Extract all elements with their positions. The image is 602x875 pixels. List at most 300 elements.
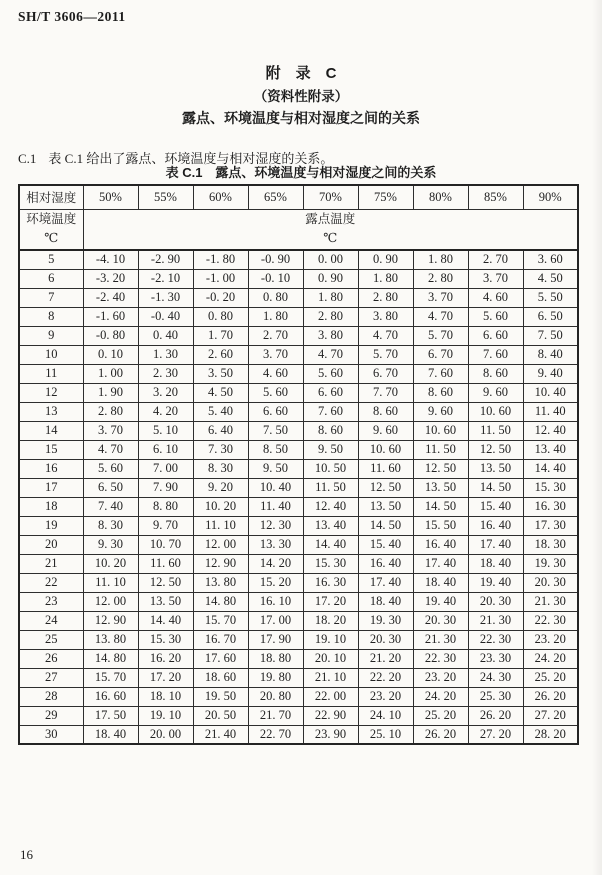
dew-point-cell: 12. 50 (468, 440, 523, 459)
dew-point-cell: 15. 70 (193, 611, 248, 630)
ambient-temperature-axis-label: 环境温度 ℃ (19, 209, 83, 250)
ambient-temp-cell: 16 (19, 459, 83, 478)
dew-point-cell: 21. 40 (193, 725, 248, 744)
dew-point-cell: 3. 70 (468, 269, 523, 288)
dew-point-cell: 16. 70 (193, 630, 248, 649)
dew-point-cell: 9. 30 (83, 535, 138, 554)
ambient-temp-cell: 19 (19, 516, 83, 535)
dew-point-cell: -4. 10 (83, 250, 138, 269)
dew-point-cell: 20. 30 (523, 573, 578, 592)
dew-point-cell: 9. 60 (468, 383, 523, 402)
dew-point-cell: 10. 60 (358, 440, 413, 459)
ambient-temp-cell: 10 (19, 345, 83, 364)
ambient-temp-cell: 28 (19, 687, 83, 706)
dew-point-cell: 13. 50 (413, 478, 468, 497)
table-caption: 表 C.1 露点、环境温度与相对湿度之间的关系 (165, 165, 437, 180)
ambient-temp-cell: 12 (19, 383, 83, 402)
dew-point-cell: 24. 20 (523, 649, 578, 668)
dew-point-cell: 9. 40 (523, 364, 578, 383)
dew-point-cell: 4. 70 (303, 345, 358, 364)
dew-point-cell: 16. 20 (138, 649, 193, 668)
dew-point-cell: 5. 10 (138, 421, 193, 440)
dew-point-cell: 0. 00 (303, 250, 358, 269)
dew-point-cell: 7. 60 (468, 345, 523, 364)
ambient-temp-cell: 15 (19, 440, 83, 459)
dew-point-cell: 18. 10 (138, 687, 193, 706)
table-row (19, 497, 578, 516)
table-row (19, 364, 578, 383)
ambient-temp-cell: 23 (19, 592, 83, 611)
table-row (19, 706, 578, 725)
dew-point-cell: 25. 20 (523, 668, 578, 687)
dew-point-cell: -2. 90 (138, 250, 193, 269)
dew-point-cell: 2. 70 (248, 326, 303, 345)
dew-point-cell: 11. 60 (138, 554, 193, 573)
dew-point-cell: 19. 40 (468, 573, 523, 592)
dew-point-cell: 18. 40 (413, 573, 468, 592)
ambient-temp-cell: 22 (19, 573, 83, 592)
ambient-temp-cell: 9 (19, 326, 83, 345)
dew-point-cell: 15. 30 (523, 478, 578, 497)
dew-point-cell: 5. 60 (248, 383, 303, 402)
dew-point-cell: 9. 60 (358, 421, 413, 440)
dew-point-cell: 18. 60 (193, 668, 248, 687)
dew-point-cell: 6. 70 (413, 345, 468, 364)
table-row (19, 459, 578, 478)
dew-point-cell: 0. 80 (193, 307, 248, 326)
dew-point-cell: 5. 50 (523, 288, 578, 307)
dew-point-cell: 6. 10 (138, 440, 193, 459)
dew-point-cell: 6. 60 (303, 383, 358, 402)
dew-point-cell: -0. 10 (248, 269, 303, 288)
dew-point-cell: 17. 40 (468, 535, 523, 554)
dew-point-cell: 17. 60 (193, 649, 248, 668)
humidity-header-cell: 50% (83, 185, 138, 209)
dew-point-cell: 27. 20 (523, 706, 578, 725)
dew-point-cell: 12. 40 (303, 497, 358, 516)
dew-point-cell: 2. 70 (468, 250, 523, 269)
dew-point-cell: 22. 00 (303, 687, 358, 706)
dew-point-cell: 0. 10 (83, 345, 138, 364)
dew-point-cell: 15. 40 (358, 535, 413, 554)
dew-point-cell: 7. 40 (83, 497, 138, 516)
dew-point-cell: 8. 60 (413, 383, 468, 402)
dew-point-cell: 18. 40 (468, 554, 523, 573)
dew-point-cell: 18. 80 (248, 649, 303, 668)
dew-point-cell: 14. 50 (358, 516, 413, 535)
dew-point-cell: 12. 30 (248, 516, 303, 535)
dew-point-cell: 13. 30 (248, 535, 303, 554)
dew-point-cell: 11. 50 (303, 478, 358, 497)
dew-point-cell: 22. 30 (523, 611, 578, 630)
dew-point-cell: 6. 50 (523, 307, 578, 326)
ambient-temp-cell: 13 (19, 402, 83, 421)
dew-point-cell: 22. 20 (358, 668, 413, 687)
table-row (19, 421, 578, 440)
ambient-temp-cell: 27 (19, 668, 83, 687)
dew-point-cell: 23. 30 (468, 649, 523, 668)
dew-point-cell: 8. 80 (138, 497, 193, 516)
dew-point-cell: 0. 90 (303, 269, 358, 288)
dew-point-cell: 3. 20 (138, 383, 193, 402)
appendix-header (0, 64, 602, 128)
ambient-temp-cell: 18 (19, 497, 83, 516)
dew-point-cell: 10. 60 (468, 402, 523, 421)
dew-point-cell: 19. 50 (193, 687, 248, 706)
dew-point-cell: 26. 20 (523, 687, 578, 706)
dew-point-cell: 10. 40 (523, 383, 578, 402)
dew-point-cell: 4. 60 (248, 364, 303, 383)
dew-point-cell: 19. 30 (358, 611, 413, 630)
dew-point-cell: 26. 20 (468, 706, 523, 725)
dew-point-cell: 16. 30 (523, 497, 578, 516)
dew-point-cell: 2. 80 (303, 307, 358, 326)
table-container (18, 184, 579, 745)
dew-point-cell: 18. 40 (83, 725, 138, 744)
dew-point-cell: 14. 80 (193, 592, 248, 611)
ambient-temp-cell: 5 (19, 250, 83, 269)
dew-point-cell: 16. 40 (358, 554, 413, 573)
dew-point-cell: 5. 60 (83, 459, 138, 478)
dew-point-cell: 10. 40 (248, 478, 303, 497)
dew-point-cell: 15. 30 (303, 554, 358, 573)
dew-point-cell: 5. 40 (193, 402, 248, 421)
dew-point-cell: 21. 70 (248, 706, 303, 725)
dew-point-cell: 11. 50 (413, 440, 468, 459)
dew-point-cell: -0. 80 (83, 326, 138, 345)
dew-point-cell: 20. 30 (413, 611, 468, 630)
humidity-header-cell: 85% (468, 185, 523, 209)
clause-text: 表 C.1 给出了露点、环境温度与相对湿度的关系。 (48, 151, 334, 166)
ambient-temp-cell: 14 (19, 421, 83, 440)
dew-point-cell: 8. 50 (248, 440, 303, 459)
dew-point-cell: 4. 50 (523, 269, 578, 288)
dew-point-cell: 13. 80 (193, 573, 248, 592)
dew-point-cell: 3. 80 (303, 326, 358, 345)
table-row (19, 288, 578, 307)
dew-point-cell: 1. 80 (248, 307, 303, 326)
humidity-header-cell: 60% (193, 185, 248, 209)
dew-point-cell: -2. 10 (138, 269, 193, 288)
dew-point-cell: 11. 40 (248, 497, 303, 516)
dew-point-cell: 1. 80 (303, 288, 358, 307)
dew-point-cell: 0. 40 (138, 326, 193, 345)
dew-point-cell: 7. 50 (523, 326, 578, 345)
dew-point-cell: 8. 30 (83, 516, 138, 535)
appendix-title: 附 录 C (265, 65, 337, 82)
dew-point-cell: 23. 90 (303, 725, 358, 744)
dew-point-cell: 18. 40 (358, 592, 413, 611)
dew-point-cell: 17. 90 (248, 630, 303, 649)
humidity-header-row (19, 185, 578, 209)
dew-point-cell: 12. 90 (193, 554, 248, 573)
dew-point-cell: 6. 60 (248, 402, 303, 421)
dew-point-cell: 21. 10 (303, 668, 358, 687)
clause-number: C.1 (18, 151, 37, 166)
dew-point-cell: 22. 70 (248, 725, 303, 744)
dew-point-cell: -0. 40 (138, 307, 193, 326)
dew-point-cell: 6. 40 (193, 421, 248, 440)
dew-point-cell: 11. 60 (358, 459, 413, 478)
ambient-temp-cell: 17 (19, 478, 83, 497)
table-row (19, 535, 578, 554)
table-row (19, 440, 578, 459)
dew-point-cell: 10. 70 (138, 535, 193, 554)
dew-point-cell: 22. 30 (468, 630, 523, 649)
dew-point-cell: 1. 80 (358, 269, 413, 288)
dew-point-cell: 13. 50 (138, 592, 193, 611)
table-row (19, 478, 578, 497)
dew-point-cell: 15. 30 (138, 630, 193, 649)
dew-point-cell: 20. 10 (303, 649, 358, 668)
dew-point-cell: 18. 20 (303, 611, 358, 630)
dew-point-cell: 16. 30 (303, 573, 358, 592)
table-row (19, 402, 578, 421)
dew-point-cell: 8. 60 (468, 364, 523, 383)
dew-point-cell: 25. 10 (358, 725, 413, 744)
dew-point-cell: 7. 70 (358, 383, 413, 402)
dew-point-cell: 14. 50 (413, 497, 468, 516)
dew-point-cell: 14. 40 (138, 611, 193, 630)
dew-point-cell: -3. 20 (83, 269, 138, 288)
standard-number: SH/T 3606—2011 (18, 9, 126, 24)
dew-point-cell: 14. 20 (248, 554, 303, 573)
dew-point-cell: -1. 00 (193, 269, 248, 288)
humidity-header-cell: 75% (358, 185, 413, 209)
dew-point-cell: 16. 60 (83, 687, 138, 706)
dew-point-cell: 21. 30 (523, 592, 578, 611)
dew-point-cell: 9. 60 (413, 402, 468, 421)
table-row (19, 725, 578, 744)
dew-point-cell: 16. 10 (248, 592, 303, 611)
dew-point-cell: 1. 00 (83, 364, 138, 383)
dew-point-cell: 15. 70 (83, 668, 138, 687)
dew-point-cell: 8. 40 (523, 345, 578, 364)
dew-point-cell: 19. 80 (248, 668, 303, 687)
dew-point-cell: 12. 00 (83, 592, 138, 611)
dew-point-cell: 13. 80 (83, 630, 138, 649)
dew-point-cell: 10. 60 (413, 421, 468, 440)
dew-point-cell: 2. 30 (138, 364, 193, 383)
dew-point-cell: 17. 40 (358, 573, 413, 592)
dew-point-cell: 6. 60 (468, 326, 523, 345)
dew-point-cell: 19. 40 (413, 592, 468, 611)
dew-point-cell: 25. 20 (413, 706, 468, 725)
dew-point-cell: 17. 50 (83, 706, 138, 725)
dew-point-cell: 2. 80 (83, 402, 138, 421)
dew-point-cell: 5. 70 (413, 326, 468, 345)
dew-point-table (18, 184, 579, 745)
dew-point-cell: 3. 80 (358, 307, 413, 326)
dew-point-cell: 22. 90 (303, 706, 358, 725)
table-row (19, 516, 578, 535)
table-row (19, 345, 578, 364)
table-row (19, 326, 578, 345)
dew-point-cell: 8. 60 (358, 402, 413, 421)
dew-point-cell: 23. 20 (523, 630, 578, 649)
dew-point-cell: 26. 20 (413, 725, 468, 744)
dew-point-cell: 4. 50 (193, 383, 248, 402)
table-row (19, 630, 578, 649)
ambient-temp-cell: 30 (19, 725, 83, 744)
dew-point-cell: 25. 30 (468, 687, 523, 706)
dew-point-cell: 17. 30 (523, 516, 578, 535)
dew-point-cell: 14. 50 (468, 478, 523, 497)
dew-point-cell: 7. 60 (413, 364, 468, 383)
dew-point-cell: 0. 80 (248, 288, 303, 307)
dew-point-cell: 8. 60 (303, 421, 358, 440)
dew-point-temperature-label: 露点温度 ℃ (83, 209, 578, 250)
dew-point-cell: 3. 60 (523, 250, 578, 269)
dew-point-cell: 4. 70 (358, 326, 413, 345)
dew-point-cell: 22. 30 (413, 649, 468, 668)
dew-point-cell: 0. 90 (358, 250, 413, 269)
dew-point-cell: 8. 30 (193, 459, 248, 478)
dew-point-cell: 2. 80 (358, 288, 413, 307)
dew-point-cell: 12. 50 (413, 459, 468, 478)
table-row (19, 307, 578, 326)
dew-point-cell: 4. 70 (413, 307, 468, 326)
dew-point-cell: 23. 20 (413, 668, 468, 687)
dew-point-cell: 15. 50 (413, 516, 468, 535)
dew-point-cell: 27. 20 (468, 725, 523, 744)
dew-point-cell: 12. 00 (193, 535, 248, 554)
dew-point-cell: 1. 70 (193, 326, 248, 345)
table-row (19, 269, 578, 288)
table-row (19, 573, 578, 592)
corner-header-relative-humidity: 相对湿度 (19, 185, 83, 209)
dew-point-cell: 9. 50 (248, 459, 303, 478)
humidity-header-cell: 65% (248, 185, 303, 209)
humidity-header-cell: 70% (303, 185, 358, 209)
dew-point-cell: 14. 80 (83, 649, 138, 668)
dew-point-cell: 24. 20 (413, 687, 468, 706)
dew-point-cell: 1. 30 (138, 345, 193, 364)
ambient-temp-cell: 8 (19, 307, 83, 326)
dew-point-header-row (19, 209, 578, 250)
dew-point-cell: 20. 30 (358, 630, 413, 649)
dew-point-cell: 18. 30 (523, 535, 578, 554)
dew-point-cell: -0. 20 (193, 288, 248, 307)
dew-point-cell: 6. 50 (83, 478, 138, 497)
dew-point-cell: 20. 50 (193, 706, 248, 725)
dew-point-cell: 12. 50 (138, 573, 193, 592)
ambient-temp-cell: 21 (19, 554, 83, 573)
dew-point-cell: 13. 50 (468, 459, 523, 478)
dew-point-cell: 2. 60 (193, 345, 248, 364)
dew-point-cell: 12. 40 (523, 421, 578, 440)
dew-point-cell: 20. 00 (138, 725, 193, 744)
humidity-header-cell: 80% (413, 185, 468, 209)
table-row (19, 611, 578, 630)
ambient-temp-cell: 7 (19, 288, 83, 307)
dew-point-cell: 7. 50 (248, 421, 303, 440)
dew-point-cell: 14. 40 (523, 459, 578, 478)
dew-point-cell: 20. 30 (468, 592, 523, 611)
dew-point-cell: 1. 80 (413, 250, 468, 269)
table-row (19, 554, 578, 573)
table-row (19, 250, 578, 269)
dew-point-cell: 4. 20 (138, 402, 193, 421)
ambient-temp-cell: 24 (19, 611, 83, 630)
dew-point-cell: 15. 40 (468, 497, 523, 516)
ambient-temp-cell: 26 (19, 649, 83, 668)
dew-point-cell: -0. 90 (248, 250, 303, 269)
table-body (19, 250, 578, 744)
dew-point-cell: 9. 50 (303, 440, 358, 459)
appendix-heading: 露点、环境温度与相对湿度之间的关系 (182, 110, 420, 126)
dew-point-cell: 7. 60 (303, 402, 358, 421)
dew-point-cell: 7. 30 (193, 440, 248, 459)
dew-point-cell: 24. 30 (468, 668, 523, 687)
dew-point-cell: 28. 20 (523, 725, 578, 744)
dew-point-cell: 11. 50 (468, 421, 523, 440)
dew-point-cell: 19. 30 (523, 554, 578, 573)
dew-point-cell: 13. 50 (358, 497, 413, 516)
ambient-temp-cell: 11 (19, 364, 83, 383)
humidity-header-cell: 55% (138, 185, 193, 209)
dew-point-cell: 9. 20 (193, 478, 248, 497)
dew-point-cell: 11. 40 (523, 402, 578, 421)
dew-point-cell: 2. 80 (413, 269, 468, 288)
table-row (19, 668, 578, 687)
dew-point-cell: -1. 30 (138, 288, 193, 307)
dew-point-cell: 11. 10 (83, 573, 138, 592)
table-row (19, 649, 578, 668)
dew-point-cell: 16. 40 (413, 535, 468, 554)
dew-point-cell: 3. 50 (193, 364, 248, 383)
dew-point-cell: 5. 60 (468, 307, 523, 326)
dew-point-cell: 12. 50 (358, 478, 413, 497)
table-row (19, 687, 578, 706)
dew-point-cell: 7. 90 (138, 478, 193, 497)
ambient-temp-cell: 20 (19, 535, 83, 554)
dew-point-cell: 24. 10 (358, 706, 413, 725)
dew-point-cell: 5. 60 (303, 364, 358, 383)
dew-point-cell: 3. 70 (248, 345, 303, 364)
dew-point-cell: 20. 80 (248, 687, 303, 706)
dew-point-cell: 5. 70 (358, 345, 413, 364)
dew-point-cell: 1. 90 (83, 383, 138, 402)
dew-point-cell: 17. 20 (303, 592, 358, 611)
table-row (19, 383, 578, 402)
dew-point-cell: -1. 80 (193, 250, 248, 269)
dew-point-cell: 23. 20 (358, 687, 413, 706)
dew-point-cell: 14. 40 (303, 535, 358, 554)
table-row (19, 592, 578, 611)
dew-point-cell: 9. 70 (138, 516, 193, 535)
ambient-temp-cell: 29 (19, 706, 83, 725)
dew-point-cell: -1. 60 (83, 307, 138, 326)
dew-point-cell: 10. 20 (83, 554, 138, 573)
dew-point-cell: 10. 50 (303, 459, 358, 478)
dew-point-cell: 13. 40 (303, 516, 358, 535)
dew-point-cell: 4. 70 (83, 440, 138, 459)
humidity-header-cell: 90% (523, 185, 578, 209)
dew-point-cell: 10. 20 (193, 497, 248, 516)
dew-point-cell: 17. 20 (138, 668, 193, 687)
dew-point-cell: 12. 90 (83, 611, 138, 630)
dew-point-cell: 17. 40 (413, 554, 468, 573)
dew-point-cell: 21. 20 (358, 649, 413, 668)
dew-point-cell: 3. 70 (413, 288, 468, 307)
dew-point-cell: 15. 20 (248, 573, 303, 592)
dew-point-cell: 4. 60 (468, 288, 523, 307)
dew-point-cell: 3. 70 (83, 421, 138, 440)
dew-point-cell: -2. 40 (83, 288, 138, 307)
ambient-temp-cell: 6 (19, 269, 83, 288)
dew-point-cell: 21. 30 (468, 611, 523, 630)
